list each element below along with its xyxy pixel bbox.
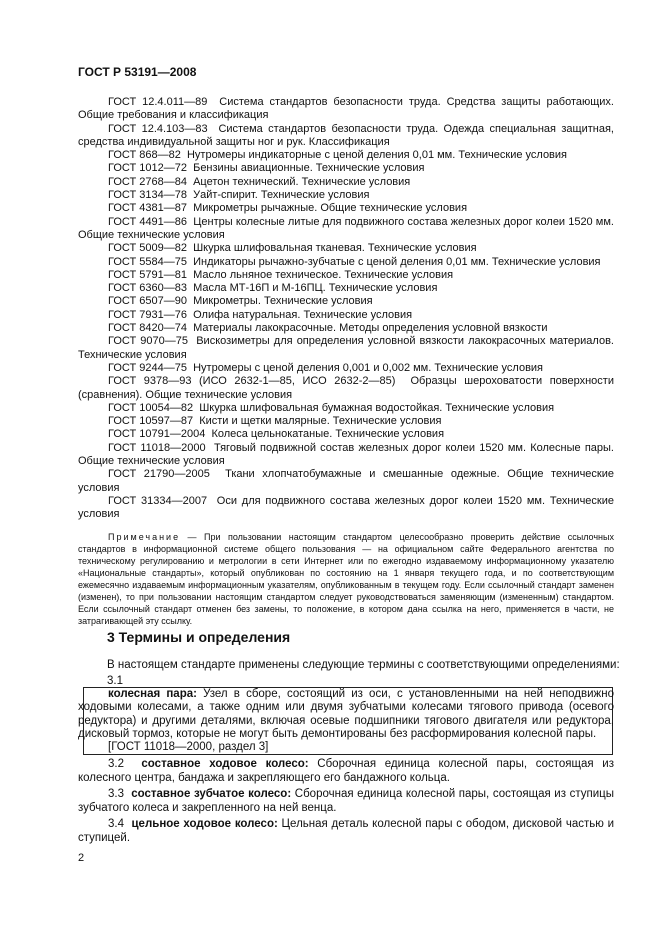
reference-item: ГОСТ 12.4.011—89 Система стандартов безопасности труда. Средства защиты работающих. Общие требования и классификация bbox=[78, 96, 614, 122]
term-source: [ГОСТ 11018—2000, раздел 3] bbox=[108, 741, 269, 754]
note-label: Примечание bbox=[108, 532, 181, 542]
term-item: 3.4 цельное ходовое колесо: Цельная деталь колесной пары с ободом, дисковой частью и ступицей. bbox=[78, 818, 615, 844]
reference-item: ГОСТ 8420—74 Материалы лакокрасочные. Методы определения условной вязкости bbox=[108, 322, 548, 335]
reference-item: ГОСТ 9244—75 Нутромеры с ценой деления 0,001 и 0,002 мм. Технические условия bbox=[108, 361, 544, 374]
reference-item: ГОСТ 9070—75 Вискозиметры для определения условной вязкости лакокрасочных материалов. Технические условия bbox=[78, 335, 614, 361]
reference-item: ГОСТ 31334—2007 Оси для подвижного состава железных дорог колеи 1520 мм. Технические условия bbox=[78, 494, 614, 521]
reference-item: ГОСТ 5791—81 Масло льняное техническое. Технические условия bbox=[108, 268, 454, 281]
term-name: колесная пара: bbox=[108, 688, 197, 700]
reference-item: ГОСТ 10597—87 Кисти и щетки малярные. Технические условия bbox=[108, 415, 442, 428]
reference-item: ГОСТ 7931—76 Олифа натуральная. Технические условия bbox=[108, 308, 413, 321]
section-title: 3 Термины и определения bbox=[107, 629, 291, 645]
reference-item: ГОСТ 5009—82 Шкурка шлифовальная тканевая. Технические условия bbox=[108, 242, 477, 255]
term-number: 3.1 bbox=[107, 675, 123, 687]
reference-item: ГОСТ 10791—2004 Колеса цельнокатаные. Технические условия bbox=[108, 428, 445, 441]
document-header: ГОСТ Р 53191—2008 bbox=[78, 65, 197, 79]
reference-item: ГОСТ 9378—93 (ИСО 2632-1—85, ИСО 2632-2—85) Образцы шероховатости поверхности (сравнения). Общие технические условия bbox=[78, 375, 614, 401]
note-text: — При пользовании настоящим стандартом целесообразно проверить действие ссылочных стандартов в информационной системе общего пользования — на официальном сайте Федерального агентства по техническому регулированию и метрологии в сети Интернет или по ежегодно издаваемому информационному указателю «Национальные стандарты», который опубликован по состоянию на 1 января текущего года, и по соответствующим ежемесячно издаваемым информационным указателям, опубликованным в текущем году. Если ссылочный стандарт заменен (изменен), то при пользовании настоящим стандартом следует руководствоваться заменяющим (измененным) стандартом. Если ссылочный стандарт отменен без замены, то положение, в котором дана ссылка на него, применяется в части, не затрагивающей эту ссылку. bbox=[78, 532, 614, 626]
reference-item: ГОСТ 6507—90 Микрометры. Технические условия bbox=[108, 295, 373, 308]
reference-item: ГОСТ 21790—2005 Ткани хлопчатобумажные и смешанные одежные. Общие технические условия bbox=[78, 468, 614, 494]
reference-item: ГОСТ 3134—78 Уайт-спирит. Технические условия bbox=[108, 189, 370, 202]
reference-item: ГОСТ 1012—72 Бензины авиационные. Технические условия bbox=[108, 162, 425, 175]
reference-item: ГОСТ 11018—2000 Тяговый подвижной состав железных дорог колеи 1520 мм. Колесные пары. Общие технические условия bbox=[78, 441, 614, 468]
page-number: 2 bbox=[78, 852, 85, 864]
term-item: 3.3 составное зубчатое колесо: Сборочная единица колесной пары, состоящая из ступицы зубчатого колеса и закрепленного на ней венца. bbox=[78, 788, 615, 814]
reference-item: ГОСТ 4381—87 Микрометры рычажные. Общие технические условия bbox=[108, 202, 468, 215]
term-item: 3.2 составное ходовое колесо: Сборочная единица колесной пары, состоящая из колесного центра, бандажа и закрепляющего его бандажного кольца. bbox=[78, 758, 614, 784]
reference-item: ГОСТ 6360—83 Масла МТ-16П и М-16ПЦ. Технические условия bbox=[108, 282, 438, 295]
term-definitions bbox=[78, 758, 614, 848]
reference-item: ГОСТ 868—82 Нутромеры индикаторные с ценой деления 0,01 мм. Технические условия bbox=[108, 149, 568, 162]
reference-item: ГОСТ 2768—84 Ацетон технический. Технические условия bbox=[108, 175, 411, 188]
section-intro: В настоящем стандарте применены следующие термины с соответствующими определениями: 3.1 bbox=[107, 659, 620, 687]
note-paragraph bbox=[78, 531, 614, 627]
boxed-term-definition bbox=[78, 688, 614, 754]
reference-item: ГОСТ 10054—82 Шкурка шлифовальная бумажная водостойкая. Технические условия bbox=[108, 401, 555, 414]
reference-item: ГОСТ 12.4.103—83 Система стандартов безопасности труда. Одежда специальная защитная, средства индивидуальной защиты ног и рук. Классификация bbox=[78, 122, 614, 148]
reference-item: ГОСТ 4491—86 Центры колесные литые для подвижного состава железных дорог колеи 1520 мм. Общие технические условия bbox=[78, 215, 614, 241]
reference-item: ГОСТ 5584—75 Индикаторы рычажно-зубчатые с ценой деления 0,01 мм. Технические условия bbox=[108, 255, 601, 268]
normative-references-list bbox=[78, 96, 614, 522]
term-definition: Узел в сборе, состоящий из оси, с установленными на ней неподвижно ходовыми колесами, а также одним или двумя зубчатыми колесами тягового привода (осевого редуктора) и другими деталями, включая осевые подшипники тягового двигателя или редуктора, дисковый тормоз, которые не могут быть демонтированы без расформирования колесной пары. bbox=[78, 688, 614, 740]
